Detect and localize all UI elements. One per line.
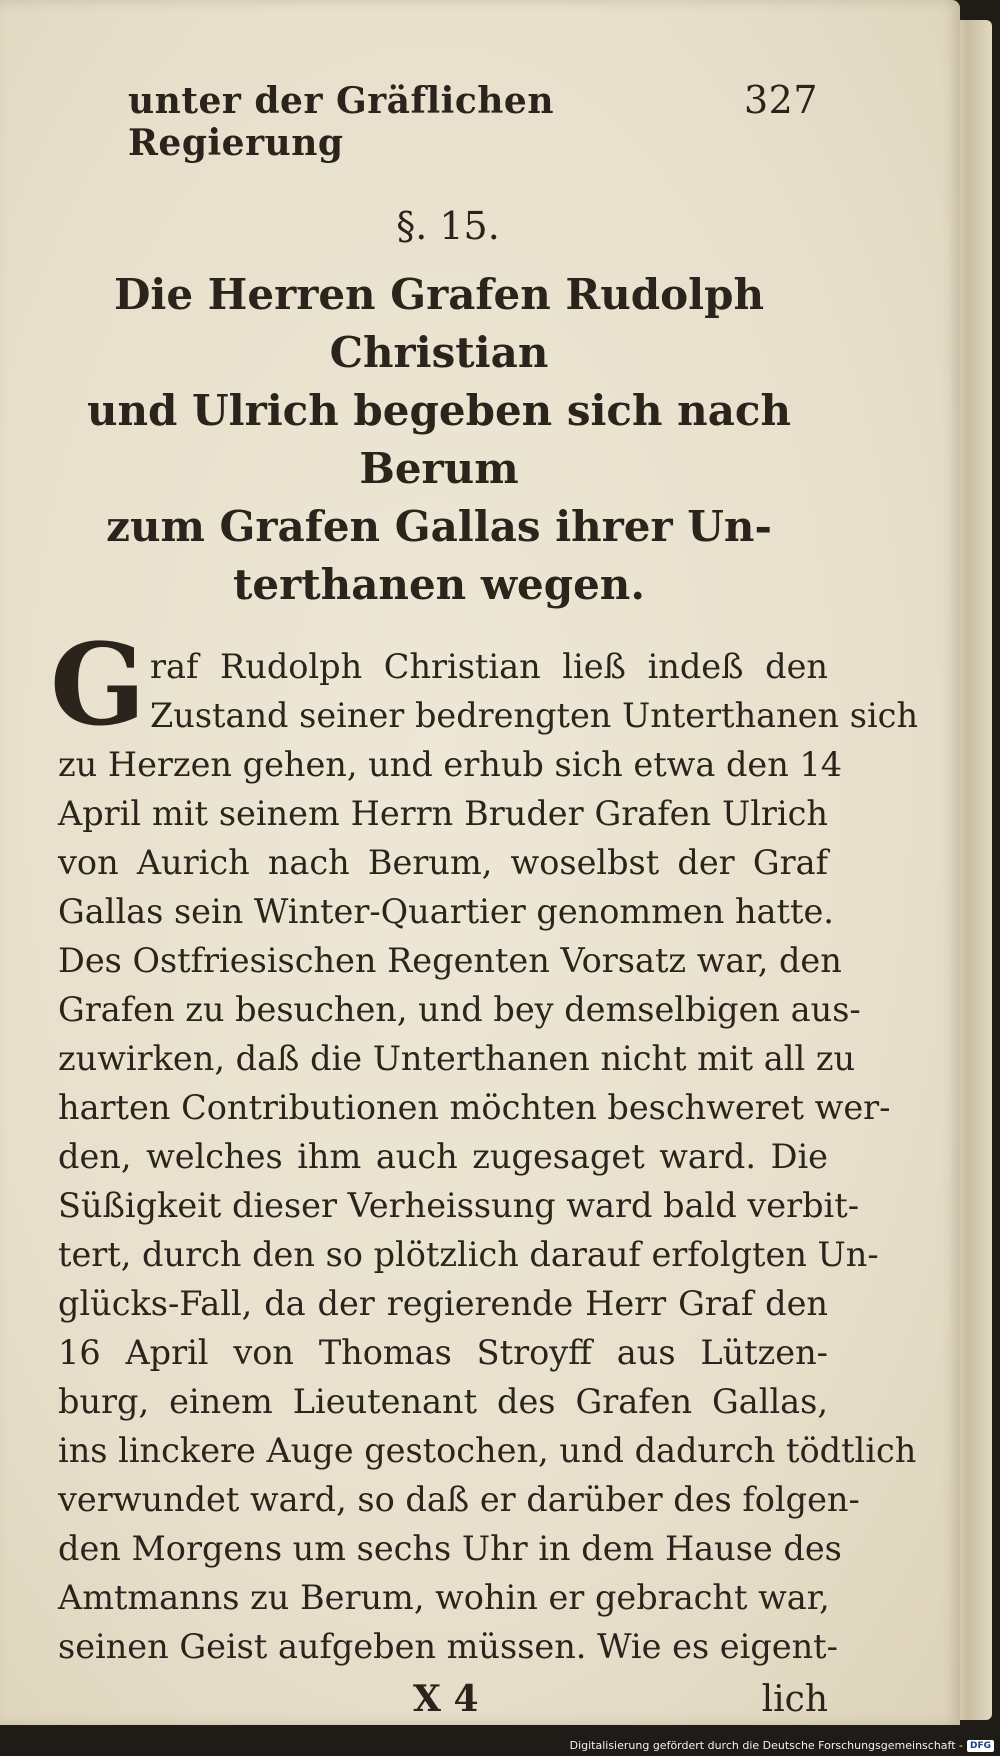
- body-line: verwundet ward, so daß er darüber des folgen-: [58, 1480, 860, 1519]
- body-line: zuwirken, daß die Unterthanen nicht mit all zu: [58, 1039, 856, 1078]
- body-line: den Morgens um sechs Uhr in dem Hause des: [58, 1529, 842, 1568]
- body-line: raf Rudolph Christian ließ indeß den: [150, 647, 828, 686]
- dfg-logo-icon: DFG: [967, 1740, 994, 1752]
- body-line: Des Ostfriesischen Regenten Vorsatz war, den: [58, 941, 842, 980]
- heading-line: Die Herren Grafen Rudolph Christian: [113, 270, 765, 377]
- body-line: tert, durch den so plötzlich darauf erfolgten Un-: [58, 1235, 879, 1274]
- page-number: 327: [743, 78, 818, 122]
- drop-cap: G: [50, 620, 146, 751]
- section-heading: [50, 266, 828, 614]
- heading-line: und Ulrich begeben sich nach Berum: [86, 386, 792, 493]
- body-line: Gallas sein Winter-Quartier genommen hatte.: [58, 892, 834, 931]
- body-line: harten Contributionen möchten beschweret wer-: [58, 1088, 891, 1127]
- running-head: [58, 78, 818, 164]
- page-text: [50, 78, 919, 1725]
- body-line: seinen Geist aufgeben müssen. Wie es eigent-: [58, 1627, 838, 1666]
- body-line: den, welches ihm auch zugesaget ward. Die: [58, 1137, 828, 1176]
- body-line: glücks-Fall, da der regierende Herr Graf den: [58, 1284, 828, 1323]
- opening-paragraph: [50, 620, 919, 751]
- page-footer: [58, 1675, 828, 1725]
- body-line: ins linckere Auge gestochen, und dadurch tödtlich: [58, 1431, 917, 1470]
- body-line: Süßigkeit dieser Verheissung ward bald verbit-: [58, 1186, 860, 1225]
- body-line: April mit seinem Herrn Bruder Grafen Ulrich: [58, 794, 828, 833]
- body-line: Zustand seiner bedrengten Unterthanen sich: [150, 696, 919, 735]
- body-line: von Aurich nach Berum, woselbst der Graf: [58, 843, 828, 882]
- section-mark: §. 15.: [396, 204, 500, 248]
- heading-line: terthanen wegen.: [233, 560, 645, 609]
- body-line: burg, einem Lieutenant des Grafen Gallas,: [58, 1382, 828, 1421]
- body-text: [50, 620, 919, 1725]
- heading-line: zum Grafen Gallas ihrer Un-: [106, 502, 772, 551]
- digitization-credit: [570, 1739, 994, 1752]
- body-line: zu Herzen gehen, und erhub sich etwa den 14: [58, 745, 843, 784]
- body-line: 16 April von Thomas Stroyff aus Lützen-: [58, 1333, 828, 1372]
- catchword: lich: [761, 1679, 828, 1720]
- credit-text: Digitalisierung gefördert durch die Deutsche Forschungsgemeinschaft -: [569, 1739, 963, 1752]
- signature-mark: X 4: [413, 1678, 479, 1720]
- running-head-title: unter der Gräflichen Regierung: [128, 80, 555, 164]
- body-line: Amtmanns zu Berum, wohin er gebracht war,: [58, 1578, 830, 1617]
- body-line: Grafen zu besuchen, und bey demselbigen aus-: [58, 990, 861, 1029]
